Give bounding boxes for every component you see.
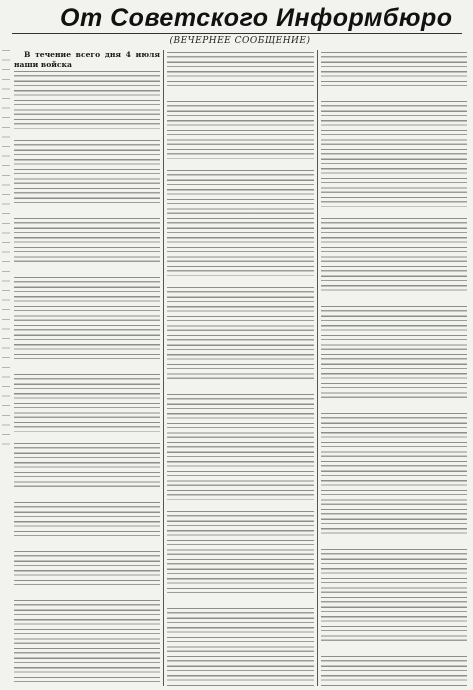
text-block bbox=[14, 443, 160, 491]
text-block bbox=[321, 306, 467, 402]
margin-text-strip bbox=[2, 50, 10, 450]
text-block bbox=[167, 394, 314, 500]
text-block bbox=[14, 140, 160, 207]
text-block bbox=[14, 277, 160, 363]
text-block bbox=[14, 551, 160, 589]
text-block bbox=[167, 170, 314, 276]
text-block bbox=[321, 656, 467, 686]
text-block bbox=[321, 101, 467, 207]
text-block bbox=[14, 71, 160, 129]
text-block bbox=[14, 600, 160, 686]
text-block bbox=[167, 287, 314, 383]
text-block bbox=[321, 413, 467, 538]
text-block bbox=[321, 549, 467, 645]
text-block bbox=[167, 101, 314, 159]
lead-line: В течение всего дня 4 июля наши войска bbox=[14, 50, 160, 69]
text-block bbox=[14, 374, 160, 432]
text-block bbox=[14, 502, 160, 540]
column-3 bbox=[321, 50, 467, 686]
text-block bbox=[167, 608, 314, 686]
column-divider bbox=[317, 50, 318, 686]
text-block bbox=[167, 511, 314, 597]
subheading: (ВЕЧЕРНЕЕ СООБЩЕНИЕ) bbox=[169, 36, 311, 46]
text-block bbox=[321, 218, 467, 295]
column-1 bbox=[14, 50, 160, 686]
column-divider bbox=[163, 50, 164, 686]
text-block bbox=[167, 52, 314, 90]
text-block bbox=[321, 52, 467, 90]
column-2 bbox=[167, 50, 314, 686]
text-block bbox=[14, 218, 160, 266]
page-title: От Советского Информбюро bbox=[60, 4, 453, 32]
top-rule bbox=[12, 33, 462, 34]
